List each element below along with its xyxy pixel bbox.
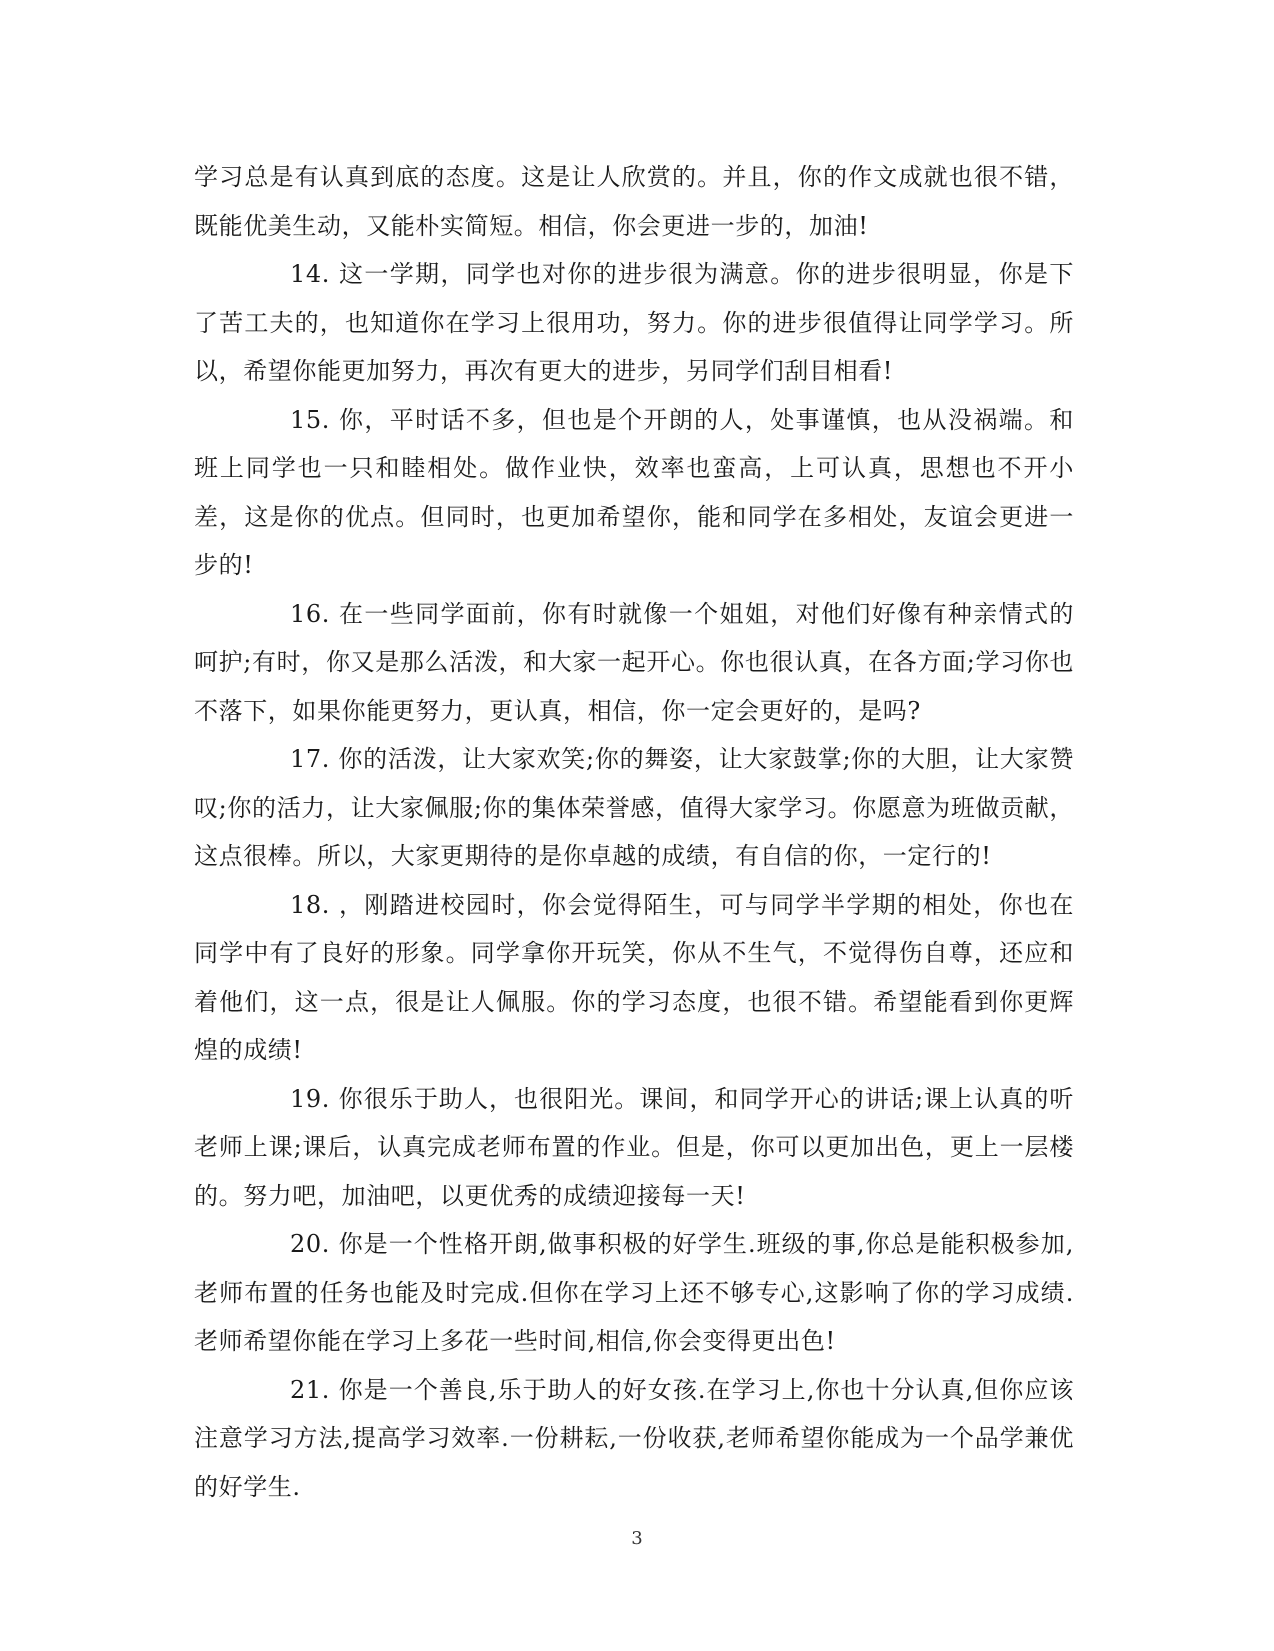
paragraph-comment-19: 19. 你很乐于助人，也很阳光。课间，和同学开心的讲话;课上认真的听老师上课;课后，认真完成老师布置的作业。但是，你可以更加出色，更上一层楼的。努力吧，加油吧，以更优秀的成绩迎接每一天! <box>194 1084 1074 1210</box>
paragraph-comment-18: 18. ，刚踏进校园时，你会觉得陌生，可与同学半学期的相处，你也在同学中有了良好的形象。同学拿你开玩笑，你从不生气，不觉得伤自尊，还应和着他们，这一点，很是让人佩服。你的学习态度，也很不错。希望能看到你更辉煌的成绩! <box>194 890 1074 1064</box>
paragraph-comment-15: 15. 你，平时话不多，但也是个开朗的人，处事谨慎，也从没祸端。和班上同学也一只和睦相处。做作业快，效率也蛮高，上可认真，思想也不开小差，这是你的优点。但同时，也更加希望你，能和同学在多相处，友谊会更进一步的! <box>194 405 1074 579</box>
paragraph-comment-14: 14. 这一学期，同学也对你的进步很为满意。你的进步很明显，你是下了苦工夫的，也知道你在学习上很用功，努力。你的进步很值得让同学学习。所以，希望你能更加努力，再次有更大的进步，另同学们刮目相看! <box>194 260 1074 385</box>
page-number: 3 <box>631 1528 643 1549</box>
paragraph-continuation: 学习总是有认真到底的态度。这是让人欣赏的。并且，你的作文成就也很不错，既能优美生动，又能朴实简短。相信，你会更进一步的，加油! <box>194 163 1074 240</box>
paragraph-comment-16: 16. 在一些同学面前，你有时就像一个姐姐，对他们好像有种亲情式的呵护;有时，你又是那么活泼，和大家一起开心。你也很认真，在各方面;学习你也不落下，如果你能更努力，更认真，相信，你一定会更好的，是吗? <box>194 599 1074 725</box>
paragraph-comment-20: 20. 你是一个性格开朗,做事积极的好学生.班级的事,你总是能积极参加,老师布置的任务也能及时完成.但你在学习上还不够专心,这影响了你的学习成绩.老师希望你能在学习上多花一些时间,相信,你会变得更出色! <box>194 1230 1074 1355</box>
document-body <box>194 153 1074 1511</box>
paragraph-comment-21: 21. 你是一个善良,乐于助人的好女孩.在学习上,你也十分认真,但你应该注意学习方法,提高学习效率.一份耕耘,一份收获,老师希望你能成为一个品学兼优的好学生. <box>194 1375 1074 1501</box>
paragraph-comment-17: 17. 你的活泼，让大家欢笑;你的舞姿，让大家鼓掌;你的大胆，让大家赞叹;你的活力，让大家佩服;你的集体荣誉感，值得大家学习。你愿意为班做贡献，这点很棒。所以，大家更期待的是你卓越的成绩，有自信的你，一定行的! <box>194 745 1074 870</box>
